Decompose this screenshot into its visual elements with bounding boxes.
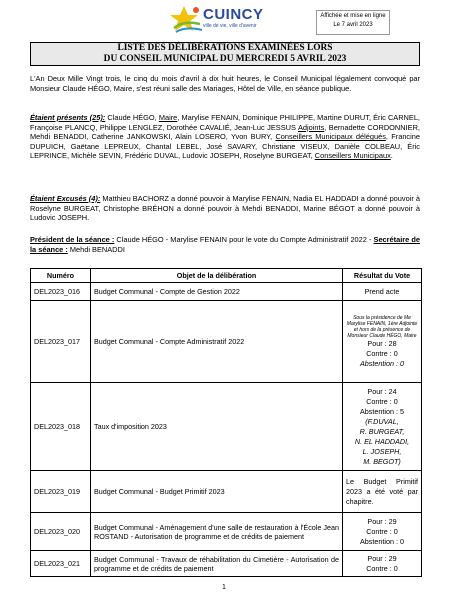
conseillers-label: Conseillers Municipaux: [314, 151, 391, 161]
vote-line: Contre : 0: [366, 396, 398, 406]
vote-line: Contre : 0: [366, 348, 398, 358]
row-objet: Budget Communal - Aménagement d'une salle de restauration à l'École Jean ROSTAND - Autorisation de programme et de crédits de paiement: [91, 513, 343, 551]
stamp-line-2: Le 7 avril 2023: [333, 22, 373, 28]
table-row: [31, 283, 422, 301]
row-numero: DEL2023_018: [31, 383, 91, 471]
vote-line: Pour : 24: [367, 386, 397, 396]
row-numero: DEL2023_019: [31, 471, 91, 513]
logo-star-icon: [170, 4, 204, 36]
row-objet: Budget Communal - Budget Primitif 2023: [91, 471, 343, 513]
presents-text-3: , Bernadette CORDONNIER, Mehdi BENADDI, Catherine JANKOWSKI, Alain LOSERO, Yvon BURY,: [30, 122, 420, 142]
presents-text-5: .: [390, 151, 393, 161]
header-objet: Objet de la délibération: [91, 269, 343, 283]
vote-line: Contre : 0: [366, 563, 398, 573]
row-vote: [343, 283, 422, 301]
table-row: [31, 383, 422, 471]
intro-paragraph: L'An Deux Mille Vingt trois, le cinq du mois d'avril à dix huit heures, le Conseil Municipal légalement convoqué par Monsieur Claude HÉGO, Maire, s'est réuni salle des Mariages, Hôtel de Ville, en séance publique.: [30, 74, 420, 93]
table-row: [31, 471, 422, 513]
row-vote: [343, 383, 422, 471]
row-objet: Budget Communal - Compte de Gestion 2022: [91, 283, 343, 301]
maire-label: Maire: [158, 113, 178, 122]
vote-line: Abstention : 0: [360, 536, 404, 546]
table-row: [31, 301, 422, 383]
table-row: [31, 513, 422, 551]
presents-paragraph: [30, 113, 420, 161]
table-row: [31, 551, 422, 577]
president-label: Président de la séance :: [30, 235, 115, 244]
page-title: [30, 42, 420, 66]
title-line-1: LISTE DES DÉLIBÉRATIONS EXAMINÉES LORS: [117, 43, 333, 53]
row-vote: [343, 301, 422, 383]
table-header-row: [31, 269, 422, 283]
row-numero: DEL2023_020: [31, 513, 91, 551]
row-objet: Budget Communal - Compte Administratif 2022: [91, 301, 343, 383]
presents-text-1: Claude HÉGO,: [105, 113, 159, 122]
cuincy-logo: [170, 4, 290, 36]
vote-line: (F.DUVAL,: [365, 416, 399, 426]
excuses-paragraph: [30, 194, 420, 223]
excuses-text: Matthieu BACHORZ a donné pouvoir à Marylise FENAIN, Nadia EL HADDADI a donné pouvoir à Roselyne BURGEAT, Christophe BRÉHON a donné pouvoir à Mehdi BENADDI, Marine BÉGOT a donné pouvoir à Ludovic JOSEPH.: [30, 194, 420, 223]
deliberations-table: [30, 268, 422, 577]
row-numero: DEL2023_016: [31, 283, 91, 301]
presidence-paragraph: [30, 235, 420, 254]
vote-line: Abstention : 5: [360, 406, 404, 416]
logo-name: CUINCY: [203, 6, 264, 23]
vote-line: Abstention : 0: [360, 358, 404, 368]
vote-line: Pour : 29: [367, 516, 397, 526]
title-line-2: DU CONSEIL MUNICIPAL DU MERCREDI 5 AVRIL 2023: [103, 54, 347, 64]
row-objet: Budget Communal - Travaux de réhabilitation du Cimetière - Autorisation de programme et de crédits de paiement: [91, 551, 343, 577]
secretaire-label: Secrétaire de la séance :: [30, 235, 420, 254]
vote-line: R. BURGEAT,: [359, 426, 405, 436]
vote-line: M. BEGOT): [363, 456, 401, 466]
row-vote: [343, 471, 422, 513]
vote-line: N. EL HADDADI,: [354, 436, 410, 446]
page-number: 1: [222, 584, 226, 591]
header-resultat: Résultat du Vote: [343, 269, 422, 283]
excuses-label: Étaient Excusés (4):: [30, 194, 101, 203]
presents-text-4: , Francine DUPUICH, Gaëtane LEPREUX, Chantal LEBEL, José SAVARY, Christiane VISEUX, Danièle COLBEAU, Éric LEPRINCE, Michèle SEVIN, Frédéric DUVAL, Ludovic JOSEPH, Roselyne BURGEAT,: [30, 132, 420, 161]
secretaire-text: Mehdi BENADDI: [67, 244, 125, 254]
row-numero: DEL2023_021: [31, 551, 91, 577]
publication-stamp: [316, 10, 390, 35]
vote-line: Contre : 0: [366, 526, 398, 536]
row-objet: Taux d'imposition 2023: [91, 383, 343, 471]
stamp-line-1: Affichée et mise en ligne: [320, 13, 386, 19]
row-vote: [343, 513, 422, 551]
vote-line: Pour : 28: [367, 338, 397, 348]
vote-note: Sous la présidence de Me Marylise FENAIN, 1ère Adjointe et hors de la présence de Monsieur Claude HÉGO, Maire: [346, 314, 418, 339]
vote-line: L. JOSEPH,: [362, 446, 402, 456]
vote-line: Prend acte: [364, 286, 400, 296]
president-text: Claude HÉGO - Marylise FENAIN pour le vote du Compte Administratif 2022 -: [114, 235, 374, 244]
delegues-label: Conseillers Municipaux délégués: [275, 132, 386, 142]
header-numero: Numéro: [31, 269, 91, 283]
row-vote: [343, 551, 422, 577]
presents-label: Étaient présents (25):: [30, 113, 106, 122]
adjoints-label: Adjoints: [297, 122, 325, 132]
presents-text-2: , Marylise FENAIN, Dominique PHILIPPE, Martine DURUT, Éric CARNEL, Françoise PLANCQ, Philippe LENGLEZ, Dorothée CAVALIÉ, Jean-Luc JESSUS: [30, 113, 420, 132]
vote-line: Le Budget Primitif 2023 a été voté par chapitre.: [346, 476, 418, 506]
vote-line: Pour : 29: [367, 553, 397, 563]
logo-tagline: ville de vie, ville d'avenir: [203, 23, 257, 29]
row-numero: DEL2023_017: [31, 301, 91, 383]
